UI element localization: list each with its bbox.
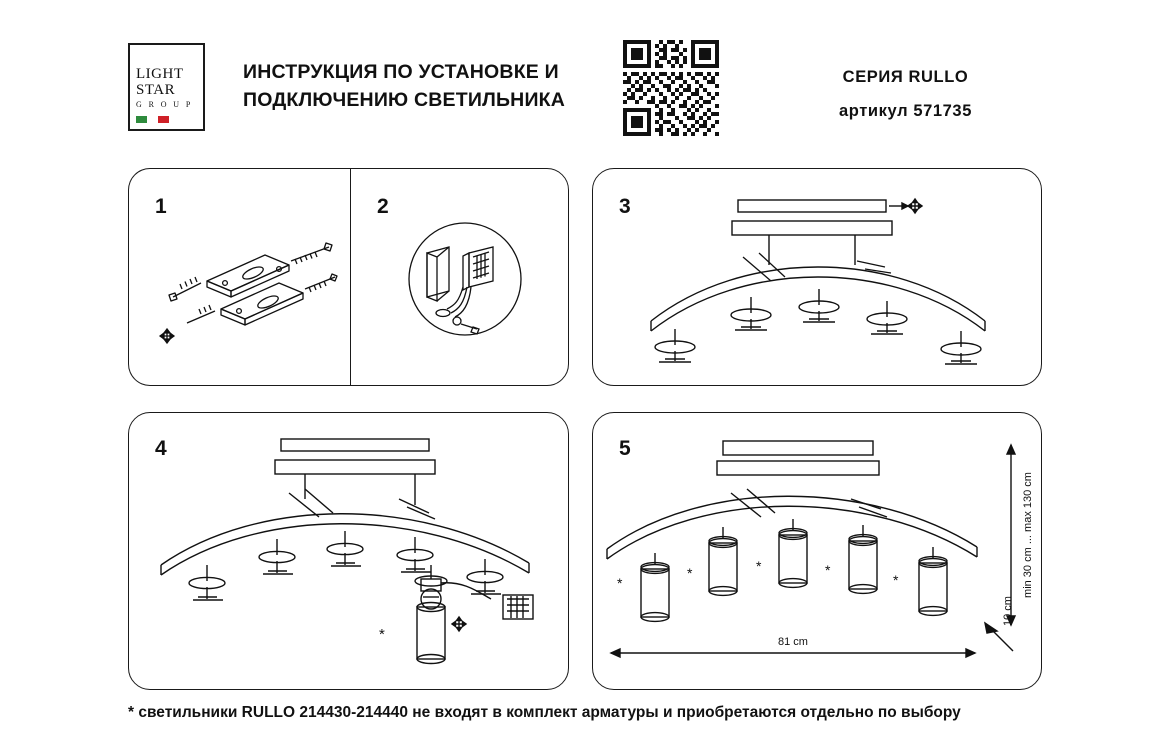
page-title-line-1: ИНСТРУКЦИЯ ПО УСТАНОВКЕ И xyxy=(243,61,559,83)
panel-wiring xyxy=(350,168,569,386)
step-5-illustration xyxy=(593,413,1043,691)
page-title xyxy=(243,58,623,114)
article-label: артикул 571735 xyxy=(838,102,972,120)
panel-number-2: 2 xyxy=(377,195,389,218)
logo-line-2: STAR xyxy=(136,81,176,98)
product-info xyxy=(768,60,1043,128)
header xyxy=(128,38,1043,133)
panel-mounting-plate xyxy=(128,168,350,386)
panel-bar-assembly xyxy=(592,168,1042,386)
svg-text:*: * xyxy=(687,565,693,581)
depth-dimension-label: 10 cm xyxy=(1002,596,1014,626)
panel-number-1: 1 xyxy=(155,195,167,218)
qr-code-icon xyxy=(623,40,719,136)
svg-text:*: * xyxy=(617,575,623,591)
step-4-illustration xyxy=(129,413,570,691)
logo-line-1: LIGHT xyxy=(136,65,184,82)
width-dimension-label: 81 cm xyxy=(778,636,808,648)
italian-flag-icon xyxy=(136,116,169,123)
svg-text:*: * xyxy=(825,562,831,578)
panel-dimensions xyxy=(592,412,1042,690)
asterisk-note-4: * xyxy=(379,626,385,643)
footnote: * светильники RULLO 214430-214440 не входят в комплект арматуры и приобретаются отдельно по выбору xyxy=(128,704,961,721)
step-3-illustration xyxy=(593,169,1043,387)
panel-lamp-install xyxy=(128,412,569,690)
panel-number-3: 3 xyxy=(619,195,631,218)
height-dimension-label: min 30 cm ... max 130 cm xyxy=(1022,472,1034,598)
series-label: СЕРИЯ RULLO xyxy=(842,68,969,86)
svg-text:*: * xyxy=(893,572,899,588)
page-title-line-2: ПОДКЛЮЧЕНИЮ СВЕТИЛЬНИКА xyxy=(243,89,566,111)
panel-number-4: 4 xyxy=(155,437,167,460)
svg-text:*: * xyxy=(756,558,762,574)
brand-logo xyxy=(128,43,205,131)
logo-group-text: G R O U P xyxy=(136,99,193,109)
panel-number-5: 5 xyxy=(619,437,631,460)
